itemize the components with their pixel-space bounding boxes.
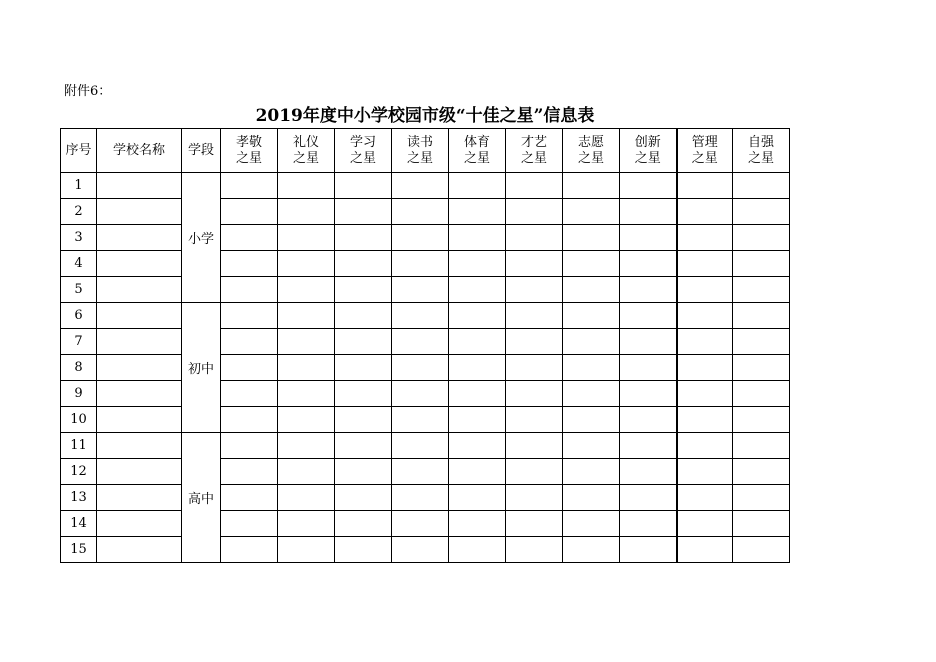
star-entry-cell[interactable]: [620, 277, 677, 303]
star-entry-cell[interactable]: [677, 511, 733, 537]
star-entry-cell[interactable]: [677, 199, 733, 225]
star-entry-cell[interactable]: [392, 225, 449, 251]
info-table: [60, 128, 790, 563]
star-entry-cell[interactable]: [506, 485, 563, 511]
star-entry-cell[interactable]: [563, 537, 620, 563]
star-entry-cell[interactable]: [392, 199, 449, 225]
school-name-cell[interactable]: [97, 303, 182, 329]
star-entry-cell[interactable]: [620, 459, 677, 485]
star-entry-cell[interactable]: [335, 459, 392, 485]
row-seq-cell: 6: [61, 303, 97, 329]
star-entry-cell[interactable]: [278, 485, 335, 511]
star-entry-cell[interactable]: [221, 225, 278, 251]
school-name-cell[interactable]: [97, 381, 182, 407]
table-row: [61, 407, 790, 433]
row-seq-cell: 5: [61, 277, 97, 303]
star-entry-cell[interactable]: [335, 251, 392, 277]
star-entry-cell[interactable]: [677, 277, 733, 303]
star-entry-cell[interactable]: [506, 173, 563, 199]
star-entry-cell[interactable]: [278, 173, 335, 199]
school-name-cell[interactable]: [97, 433, 182, 459]
star-entry-cell[interactable]: [449, 381, 506, 407]
star-entry-cell[interactable]: [733, 329, 790, 355]
table-row: [61, 433, 790, 459]
header-star-sports: 体育之星: [449, 129, 506, 173]
row-seq-cell: 8: [61, 355, 97, 381]
star-entry-cell[interactable]: [506, 303, 563, 329]
header-star-etiquette: 礼仪之星: [278, 129, 335, 173]
header-row: [61, 129, 790, 173]
row-seq-cell: 2: [61, 199, 97, 225]
school-name-cell[interactable]: [97, 199, 182, 225]
star-entry-cell[interactable]: [620, 303, 677, 329]
star-entry-cell[interactable]: [563, 355, 620, 381]
school-name-cell[interactable]: [97, 459, 182, 485]
star-entry-cell[interactable]: [677, 225, 733, 251]
star-entry-cell[interactable]: [278, 277, 335, 303]
header-seq: 序号: [61, 129, 97, 173]
star-entry-cell[interactable]: [449, 251, 506, 277]
star-entry-cell[interactable]: [278, 381, 335, 407]
star-entry-cell[interactable]: [563, 511, 620, 537]
star-entry-cell[interactable]: [677, 485, 733, 511]
header-stage: 学段: [182, 129, 221, 173]
star-entry-cell[interactable]: [392, 407, 449, 433]
star-entry-cell[interactable]: [677, 329, 733, 355]
star-entry-cell[interactable]: [335, 381, 392, 407]
star-entry-cell[interactable]: [392, 433, 449, 459]
star-entry-cell[interactable]: [733, 459, 790, 485]
star-entry-cell[interactable]: [221, 251, 278, 277]
row-seq-cell: 15: [61, 537, 97, 563]
star-entry-cell[interactable]: [677, 459, 733, 485]
star-entry-cell[interactable]: [221, 303, 278, 329]
star-entry-cell[interactable]: [221, 407, 278, 433]
table-row: [61, 381, 790, 407]
star-entry-cell[interactable]: [563, 303, 620, 329]
star-entry-cell[interactable]: [335, 407, 392, 433]
star-entry-cell[interactable]: [733, 173, 790, 199]
star-entry-cell[interactable]: [733, 251, 790, 277]
school-name-cell[interactable]: [97, 537, 182, 563]
star-entry-cell[interactable]: [392, 277, 449, 303]
header-star-talent: 才艺之星: [506, 129, 563, 173]
star-entry-cell[interactable]: [563, 381, 620, 407]
star-entry-cell[interactable]: [392, 381, 449, 407]
star-entry-cell[interactable]: [733, 277, 790, 303]
star-entry-cell[interactable]: [449, 277, 506, 303]
star-entry-cell[interactable]: [449, 407, 506, 433]
star-entry-cell[interactable]: [278, 511, 335, 537]
star-entry-cell[interactable]: [563, 199, 620, 225]
header-star-self-improvement: 自强之星: [733, 129, 790, 173]
star-entry-cell[interactable]: [677, 407, 733, 433]
star-entry-cell[interactable]: [506, 407, 563, 433]
star-entry-cell[interactable]: [677, 433, 733, 459]
stage-cell: 初中: [182, 303, 221, 433]
star-entry-cell[interactable]: [449, 199, 506, 225]
page-title: 2019年度中小学校园市级“十佳之星”信息表: [255, 106, 595, 126]
star-entry-cell[interactable]: [733, 355, 790, 381]
star-entry-cell[interactable]: [392, 303, 449, 329]
star-entry-cell[interactable]: [335, 225, 392, 251]
star-entry-cell[interactable]: [278, 303, 335, 329]
star-entry-cell[interactable]: [449, 329, 506, 355]
star-entry-cell[interactable]: [392, 329, 449, 355]
row-seq-cell: 4: [61, 251, 97, 277]
star-entry-cell[interactable]: [563, 485, 620, 511]
star-entry-cell[interactable]: [449, 459, 506, 485]
header-star-volunteer: 志愿之星: [563, 129, 620, 173]
star-entry-cell[interactable]: [335, 433, 392, 459]
school-name-cell[interactable]: [97, 485, 182, 511]
star-entry-cell[interactable]: [335, 537, 392, 563]
star-entry-cell[interactable]: [278, 355, 335, 381]
star-entry-cell[interactable]: [449, 433, 506, 459]
table-row: [61, 459, 790, 485]
star-entry-cell[interactable]: [733, 433, 790, 459]
table-row: [61, 199, 790, 225]
row-seq-cell: 12: [61, 459, 97, 485]
star-entry-cell[interactable]: [620, 537, 677, 563]
table-row: [61, 225, 790, 251]
row-seq-cell: 7: [61, 329, 97, 355]
star-entry-cell[interactable]: [335, 173, 392, 199]
row-seq-cell: 13: [61, 485, 97, 511]
star-entry-cell[interactable]: [563, 433, 620, 459]
star-entry-cell[interactable]: [506, 537, 563, 563]
table-row: [61, 511, 790, 537]
row-seq-cell: 1: [61, 173, 97, 199]
star-entry-cell[interactable]: [733, 485, 790, 511]
star-entry-cell[interactable]: [506, 511, 563, 537]
star-entry-cell[interactable]: [506, 459, 563, 485]
header-star-filial: 孝敬之星: [221, 129, 278, 173]
star-entry-cell[interactable]: [733, 537, 790, 563]
star-entry-cell[interactable]: [620, 251, 677, 277]
star-entry-cell[interactable]: [278, 407, 335, 433]
header-school-name: 学校名称: [97, 129, 182, 173]
star-entry-cell[interactable]: [221, 173, 278, 199]
row-seq-cell: 9: [61, 381, 97, 407]
star-entry-cell[interactable]: [392, 537, 449, 563]
star-entry-cell[interactable]: [221, 433, 278, 459]
row-seq-cell: 3: [61, 225, 97, 251]
star-entry-cell[interactable]: [733, 225, 790, 251]
table-row: [61, 251, 790, 277]
star-entry-cell[interactable]: [278, 225, 335, 251]
star-entry-cell[interactable]: [335, 303, 392, 329]
star-entry-cell[interactable]: [221, 511, 278, 537]
star-entry-cell[interactable]: [677, 251, 733, 277]
table-row: [61, 277, 790, 303]
star-entry-cell[interactable]: [278, 537, 335, 563]
star-entry-cell[interactable]: [449, 485, 506, 511]
star-entry-cell[interactable]: [392, 251, 449, 277]
star-entry-cell[interactable]: [278, 459, 335, 485]
star-entry-cell[interactable]: [449, 225, 506, 251]
star-entry-cell[interactable]: [563, 277, 620, 303]
star-entry-cell[interactable]: [278, 329, 335, 355]
table-row: [61, 537, 790, 563]
star-entry-cell[interactable]: [221, 277, 278, 303]
star-entry-cell[interactable]: [335, 199, 392, 225]
star-entry-cell[interactable]: [620, 407, 677, 433]
table-row: [61, 303, 790, 329]
star-entry-cell[interactable]: [221, 485, 278, 511]
star-entry-cell[interactable]: [563, 459, 620, 485]
star-entry-cell[interactable]: [392, 173, 449, 199]
school-name-cell[interactable]: [97, 173, 182, 199]
star-entry-cell[interactable]: [449, 511, 506, 537]
star-entry-cell[interactable]: [335, 485, 392, 511]
star-entry-cell[interactable]: [392, 459, 449, 485]
table-row: [61, 485, 790, 511]
star-entry-cell[interactable]: [733, 511, 790, 537]
star-entry-cell[interactable]: [677, 173, 733, 199]
star-entry-cell[interactable]: [620, 199, 677, 225]
star-entry-cell[interactable]: [620, 173, 677, 199]
star-entry-cell[interactable]: [392, 485, 449, 511]
star-entry-cell[interactable]: [563, 407, 620, 433]
star-entry-cell[interactable]: [563, 329, 620, 355]
star-entry-cell[interactable]: [620, 329, 677, 355]
star-entry-cell[interactable]: [620, 225, 677, 251]
table-row: [61, 173, 790, 199]
star-entry-cell[interactable]: [677, 303, 733, 329]
star-entry-cell[interactable]: [506, 329, 563, 355]
star-entry-cell[interactable]: [563, 251, 620, 277]
star-entry-cell[interactable]: [620, 433, 677, 459]
star-entry-cell[interactable]: [221, 381, 278, 407]
header-star-innovation: 创新之星: [620, 129, 677, 173]
star-entry-cell[interactable]: [677, 381, 733, 407]
row-seq-cell: 10: [61, 407, 97, 433]
star-entry-cell[interactable]: [335, 277, 392, 303]
star-entry-cell[interactable]: [449, 537, 506, 563]
star-entry-cell[interactable]: [563, 225, 620, 251]
school-name-cell[interactable]: [97, 225, 182, 251]
star-entry-cell[interactable]: [506, 355, 563, 381]
row-seq-cell: 14: [61, 511, 97, 537]
row-seq-cell: 11: [61, 433, 97, 459]
star-entry-cell[interactable]: [733, 199, 790, 225]
star-entry-cell[interactable]: [449, 355, 506, 381]
header-star-management: 管理之星: [677, 129, 733, 173]
table-row: [61, 329, 790, 355]
star-entry-cell[interactable]: [221, 459, 278, 485]
star-entry-cell[interactable]: [278, 199, 335, 225]
star-entry-cell[interactable]: [221, 329, 278, 355]
table-row: [61, 355, 790, 381]
star-entry-cell[interactable]: [449, 173, 506, 199]
star-entry-cell[interactable]: [506, 225, 563, 251]
star-entry-cell[interactable]: [221, 199, 278, 225]
star-entry-cell[interactable]: [677, 355, 733, 381]
school-name-cell[interactable]: [97, 511, 182, 537]
star-entry-cell[interactable]: [733, 407, 790, 433]
school-name-cell[interactable]: [97, 251, 182, 277]
star-entry-cell[interactable]: [449, 303, 506, 329]
star-entry-cell[interactable]: [392, 511, 449, 537]
star-entry-cell[interactable]: [221, 537, 278, 563]
star-entry-cell[interactable]: [506, 251, 563, 277]
star-entry-cell[interactable]: [563, 173, 620, 199]
star-entry-cell[interactable]: [620, 511, 677, 537]
star-entry-cell[interactable]: [733, 303, 790, 329]
school-name-cell[interactable]: [97, 329, 182, 355]
header-star-study: 学习之星: [335, 129, 392, 173]
star-entry-cell[interactable]: [278, 251, 335, 277]
stage-cell: 小学: [182, 173, 221, 303]
star-entry-cell[interactable]: [506, 381, 563, 407]
star-entry-cell[interactable]: [620, 381, 677, 407]
stage-cell: 高中: [182, 433, 221, 563]
star-entry-cell[interactable]: [733, 381, 790, 407]
star-entry-cell[interactable]: [506, 433, 563, 459]
school-name-cell[interactable]: [97, 277, 182, 303]
star-entry-cell[interactable]: [278, 433, 335, 459]
star-entry-cell[interactable]: [335, 329, 392, 355]
school-name-cell[interactable]: [97, 407, 182, 433]
header-star-reading: 读书之星: [392, 129, 449, 173]
star-entry-cell[interactable]: [620, 355, 677, 381]
star-entry-cell[interactable]: [221, 355, 278, 381]
star-entry-cell[interactable]: [506, 199, 563, 225]
attachment-label: 附件6：: [64, 84, 112, 99]
star-entry-cell[interactable]: [335, 355, 392, 381]
star-entry-cell[interactable]: [620, 485, 677, 511]
star-entry-cell[interactable]: [335, 511, 392, 537]
star-entry-cell[interactable]: [677, 537, 733, 563]
star-entry-cell[interactable]: [392, 355, 449, 381]
school-name-cell[interactable]: [97, 355, 182, 381]
star-entry-cell[interactable]: [506, 277, 563, 303]
